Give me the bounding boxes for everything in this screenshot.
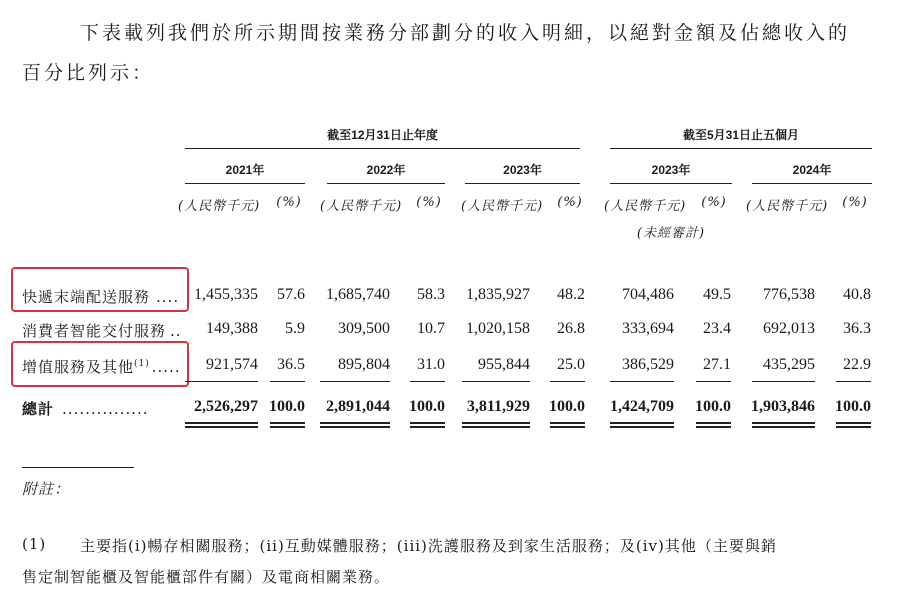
row-label-total [22,398,149,419]
unit-unaudited-2023-5m: (未經審計) [636,226,706,241]
footnote-marker: (1) [134,359,150,369]
notes-separator [22,467,134,468]
sum-rule-2024-5m-pct [836,381,871,382]
cell-r1-2022-amount: 1,685,740 [326,286,390,303]
cell-r3-2024-5m-amount: 435,295 [763,356,815,373]
leader-dots: .... [156,288,180,306]
cell-r2-2021-pct: 5.9 [285,320,305,337]
sum-rule-2023-5m-amount [610,381,674,382]
leader-dots: .. [170,322,182,340]
cell-r3-2022-pct: 31.0 [417,356,445,373]
unit-rmb-2021: (人民幣千元) [178,199,261,214]
year-header-2023: 2023年 [503,163,542,177]
cell-r1-2023-5m-amount: 704,486 [622,286,674,303]
unit-rmb-2024-5m: (人民幣千元) [746,199,829,214]
cell-total-2023-5m-amount: 1,424,709 [610,398,674,415]
sum-rule-2023-5m-pct [696,381,731,382]
group-rule-five-months [610,148,872,149]
cell-r1-2024-5m-amount: 776,538 [763,286,815,303]
year-rule-2021 [185,183,305,184]
row-label-text: 增值服務及其他 [22,358,135,376]
row-label-consumer-smart-delivery [22,320,182,341]
total-double-rule-2022-pct [410,422,445,428]
notes-heading: 附註： [22,480,71,498]
total-double-rule-2023-5m-pct [696,422,731,428]
total-double-rule-2022-amount [320,422,390,428]
unit-rmb-2023-5m: (人民幣千元) [604,199,687,214]
year-rule-2023-5m [610,183,732,184]
cell-r3-2021-amount: 921,574 [206,356,258,373]
total-double-rule-2023-5m-amount [610,422,674,428]
intro-line-1: 下表載列我們於所示期間按業務分部劃分的收入明細，以絕對金額及佔總收入的 [80,22,851,44]
cell-total-2024-5m-amount: 1,903,846 [751,398,815,415]
unit-pct-2022: (%) [416,195,442,210]
cell-total-2023-amount: 3,811,929 [466,398,530,415]
total-double-rule-2023-pct [550,422,585,428]
cell-total-2022-amount: 2,891,044 [326,398,390,415]
sum-rule-2023-pct [550,381,585,382]
unit-pct-2023-5m: (%) [701,195,727,210]
year-rule-2022 [327,183,445,184]
note-1-line-1: 主要指(i)暢存相關服務；(ii)互動媒體服務；(iii)洗護服務及到家生活服務；及(iv)其他（主要與銷 [80,537,777,555]
unit-pct-2021: (%) [276,195,302,210]
leader-dots: ..... [151,358,181,376]
total-double-rule-2021-amount [185,422,258,428]
unit-pct-2024-5m: (%) [842,195,868,210]
cell-r3-2023-5m-amount: 386,529 [622,356,674,373]
sum-rule-2022-pct [410,381,445,382]
cell-r2-2023-5m-amount: 333,694 [622,320,674,337]
cell-r3-2022-amount: 895,804 [338,356,390,373]
cell-total-2021-amount: 2,526,297 [194,398,258,415]
cell-r1-2024-5m-pct: 40.8 [843,286,871,303]
cell-r3-2023-amount: 955,844 [478,356,530,373]
year-header-2023-5m: 2023年 [651,163,691,177]
intro-line-2: 百分比列示： [22,62,155,84]
row-label-value-added [22,356,181,377]
note-1-line-2: 售定制智能櫃及智能櫃部件有關）及電商相關業務。 [22,568,391,586]
group-header-full-year: 截至12月31日止年度 [327,128,438,142]
year-header-2021: 2021年 [225,163,265,177]
sum-rule-2021-amount [185,381,258,382]
total-double-rule-2024-5m-amount [752,422,815,428]
sum-rule-2021-pct [270,381,305,382]
group-rule-full-year [185,148,580,149]
unit-pct-2023: (%) [557,195,583,210]
group-header-five-months: 截至5月31日止五個月 [682,128,800,142]
sum-rule-2024-5m-amount [752,381,815,382]
cell-total-2024-5m-pct: 100.0 [835,398,871,415]
unit-rmb-2022: (人民幣千元) [320,199,403,214]
total-double-rule-2021-pct [270,422,305,428]
cell-r2-2022-amount: 309,500 [338,320,390,337]
cell-r1-2021-amount: 1,455,335 [194,286,258,303]
cell-r3-2021-pct: 36.5 [277,356,305,373]
cell-r3-2023-5m-pct: 27.1 [703,356,731,373]
note-1-number: (1) [22,535,47,553]
year-header-2022: 2022年 [366,163,406,177]
cell-r1-2021-pct: 57.6 [277,286,305,303]
year-rule-2024-5m [752,183,872,184]
leader-dots: ............... [62,400,149,418]
cell-r2-2024-5m-pct: 36.3 [843,320,871,337]
year-rule-2023 [465,183,580,184]
cell-r2-2023-5m-pct: 23.4 [703,320,731,337]
cell-total-2021-pct: 100.0 [269,398,305,415]
cell-total-2022-pct: 100.0 [409,398,445,415]
sum-rule-2023-amount [462,381,530,382]
row-label-text: 快遞末端配送服務 [22,288,151,306]
cell-r2-2024-5m-amount: 692,013 [763,320,815,337]
cell-total-2023-5m-pct: 100.0 [695,398,731,415]
row-label-text: 總計 [22,400,55,418]
total-double-rule-2023-amount [462,422,530,428]
sum-rule-2022-amount [320,381,390,382]
cell-r2-2023-amount: 1,020,158 [466,320,530,337]
row-label-text: 消費者智能交付服務 [22,322,167,340]
cell-r2-2021-amount: 149,388 [206,320,258,337]
cell-total-2023-pct: 100.0 [549,398,585,415]
cell-r2-2023-pct: 26.8 [557,320,585,337]
unit-rmb-2023: (人民幣千元) [461,199,544,214]
cell-r2-2022-pct: 10.7 [417,320,445,337]
cell-r1-2023-pct: 48.2 [557,286,585,303]
cell-r1-2023-5m-pct: 49.5 [703,286,731,303]
cell-r1-2023-amount: 1,835,927 [466,286,530,303]
total-double-rule-2024-5m-pct [836,422,871,428]
cell-r3-2023-pct: 25.0 [557,356,585,373]
cell-r1-2022-pct: 58.3 [417,286,445,303]
cell-r3-2024-5m-pct: 22.9 [843,356,871,373]
year-header-2024-5m: 2024年 [792,163,832,177]
row-label-express-delivery [22,286,179,307]
